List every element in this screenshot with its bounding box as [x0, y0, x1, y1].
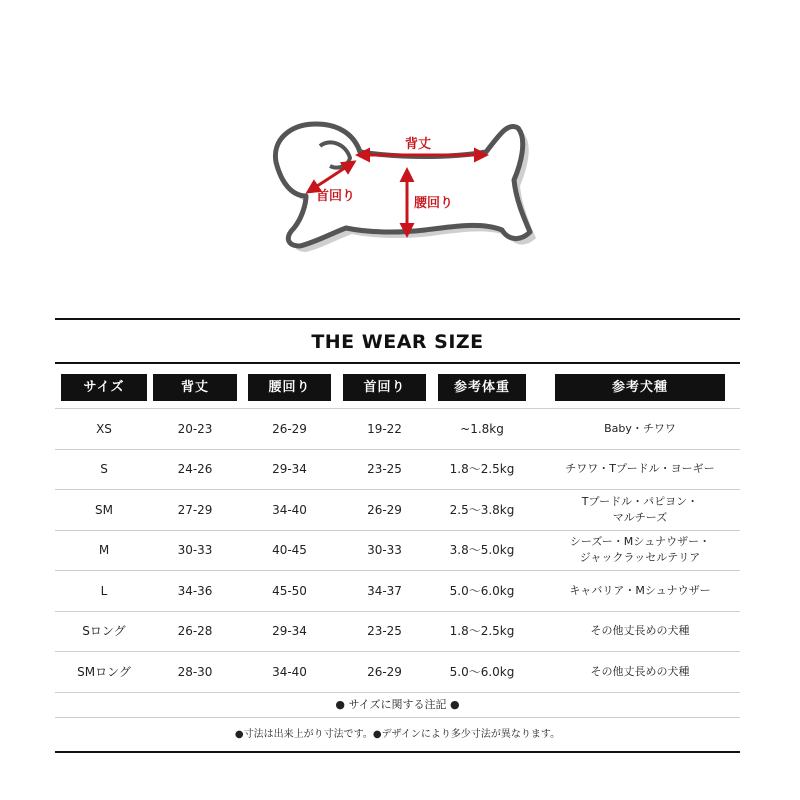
cell-size: SM — [95, 502, 113, 517]
cell-breed: キャバリア・Mシュナウザー — [569, 583, 711, 597]
table-row — [55, 409, 740, 450]
header-neck: 首回り — [343, 374, 426, 401]
table-title: THE WEAR SIZE — [311, 331, 484, 353]
dog-measurement-diagram — [250, 100, 540, 260]
table-row — [55, 571, 740, 612]
cell-waist: 45-50 — [272, 583, 307, 598]
cell-neck: 26-29 — [367, 502, 402, 517]
cell-weight: 1.8～2.5kg — [449, 462, 515, 477]
cell-waist: 29-34 — [272, 462, 307, 477]
cell-back-length: 20-23 — [177, 421, 213, 436]
cell-size: S — [100, 462, 108, 477]
cell-weight: 3.8～5.0kg — [449, 543, 515, 558]
label-neck: 首回り — [316, 189, 356, 204]
cell-breed: その他丈長めの犬種 — [590, 664, 690, 678]
size-table — [55, 318, 740, 753]
cell-size: SMロング — [77, 664, 131, 679]
cell-weight: 5.0～6.0kg — [449, 664, 515, 679]
cell-waist: 40-45 — [272, 543, 307, 558]
cell-neck: 23-25 — [367, 462, 402, 477]
table-row — [55, 490, 740, 531]
cell-back-length: 24-26 — [177, 462, 213, 477]
notes-body: ●寸法は出来上がり寸法です。●デザインにより多少寸法が異なります。 — [234, 728, 561, 740]
notes-title: ● サイズに関する注記 ● — [55, 693, 740, 718]
cell-neck: 30-33 — [367, 543, 402, 558]
bottom-rule — [55, 751, 740, 753]
cell-size: XS — [96, 421, 112, 436]
cell-breed: チワワ・Tプードル・ヨーギー — [565, 462, 715, 476]
header-waist: 腰回り — [248, 374, 331, 401]
table-row — [55, 612, 740, 653]
label-back-length: 背丈 — [405, 137, 432, 152]
cell-size: L — [100, 583, 108, 598]
cell-weight: 2.5～3.8kg — [449, 502, 515, 517]
header-weight: 参考体重 — [438, 374, 526, 401]
cell-weight: ~1.8kg — [460, 421, 504, 436]
cell-size: M — [98, 543, 110, 558]
cell-weight: 5.0～6.0kg — [449, 583, 515, 598]
header-size: サイズ — [61, 374, 147, 401]
cell-weight: 1.8～2.5kg — [449, 624, 515, 639]
cell-waist: 34-40 — [272, 664, 307, 679]
cell-back-length: 30-33 — [177, 543, 213, 558]
cell-breed: シーズー・Mシュナウザー・ ジャックラッセルテリア — [569, 535, 711, 565]
cell-back-length: 26-28 — [177, 624, 213, 639]
cell-neck: 34-37 — [367, 583, 402, 598]
header-row — [55, 364, 740, 409]
header-back-length: 背丈 — [153, 374, 237, 401]
header-breed: 参考犬種 — [555, 374, 725, 401]
table-row — [55, 450, 740, 491]
table-row — [55, 531, 740, 572]
label-waist: 腰回り — [414, 196, 454, 211]
dog-silhouette — [275, 124, 530, 246]
cell-back-length: 34-36 — [177, 583, 213, 598]
table-body — [55, 409, 740, 693]
cell-neck: 23-25 — [367, 624, 402, 639]
cell-neck: 19-22 — [367, 421, 402, 436]
cell-breed: Tプードル・パピヨン・ マルチーズ — [581, 494, 699, 524]
cell-back-length: 27-29 — [177, 502, 213, 517]
cell-back-length: 28-30 — [177, 664, 213, 679]
cell-waist: 34-40 — [272, 502, 307, 517]
cell-size: Sロング — [82, 624, 126, 639]
cell-waist: 26-29 — [272, 421, 307, 436]
cell-breed: その他丈長めの犬種 — [590, 624, 690, 638]
table-row — [55, 652, 740, 693]
cell-waist: 29-34 — [272, 624, 307, 639]
cell-neck: 26-29 — [367, 664, 402, 679]
cell-breed: Baby・チワワ — [604, 421, 676, 435]
